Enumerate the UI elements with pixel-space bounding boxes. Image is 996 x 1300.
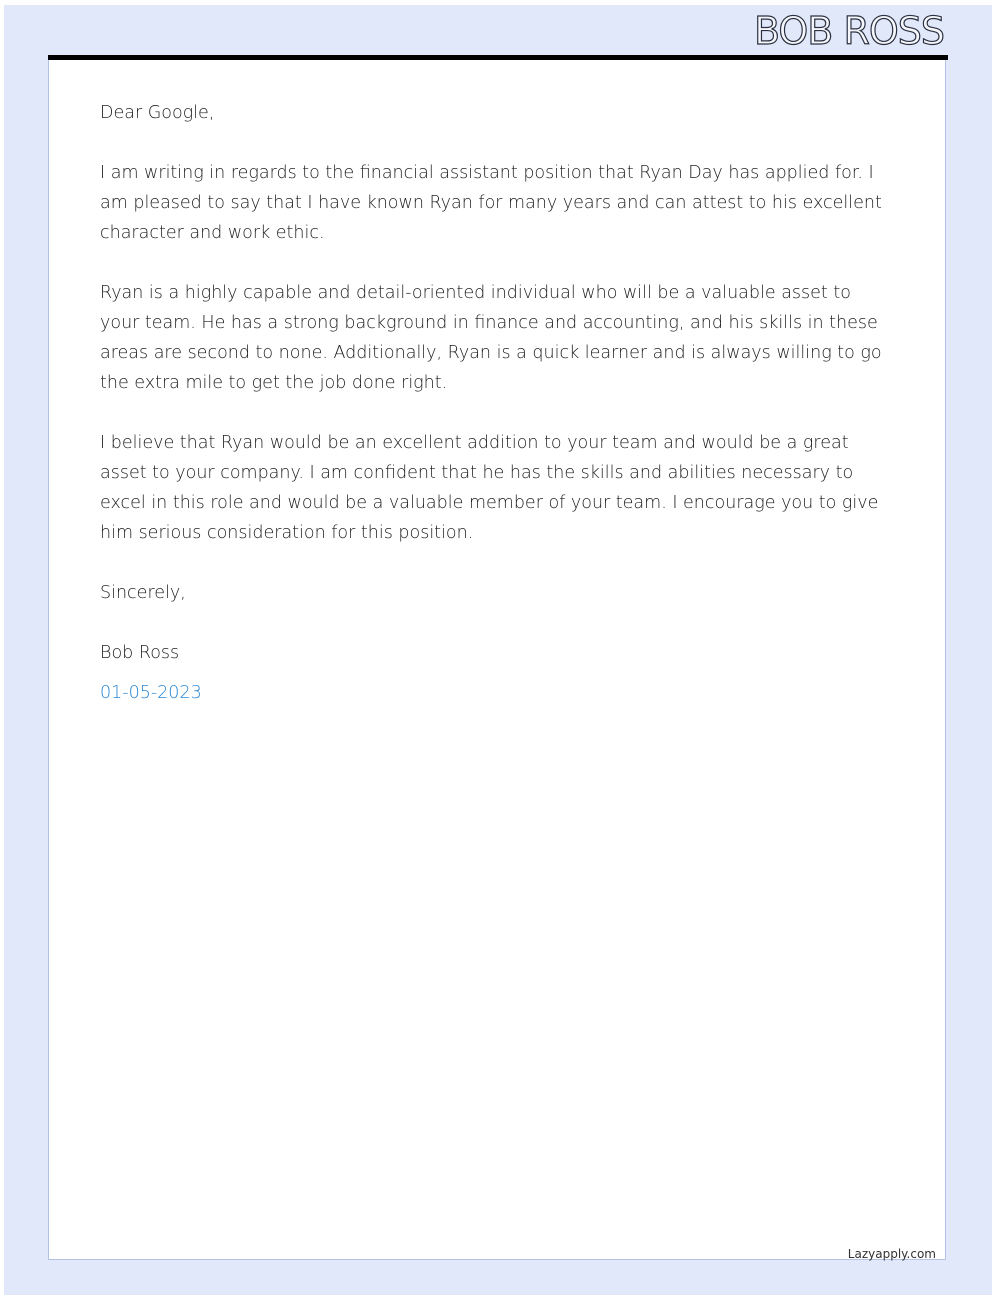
paragraph-1: I am writing in regards to the financial assistant position that Ryan Day has applied for. I am pleased to say that I have known Ryan for many years and can attest to his excellent character and work ethic. xyxy=(100,163,882,243)
signature: Bob Ross xyxy=(100,643,180,663)
paragraph-3: I believe that Ryan would be an excellent addition to your team and would be a great asset to your company. I am confident that he has the skills and abilities necessary to excel in this role and would be a valuable member of your team. I encourage you to give him serious consideration for this position. xyxy=(100,433,879,543)
letter-body xyxy=(100,98,890,708)
letter-date: 01-05-2023 xyxy=(100,683,202,703)
footer-brand: Lazyapply.com xyxy=(847,1247,936,1261)
salutation: Dear Google, xyxy=(100,103,215,123)
author-name-header: BOB ROSS xyxy=(753,9,944,53)
header-divider xyxy=(48,55,948,60)
closing: Sincerely, xyxy=(100,583,186,603)
paragraph-2: Ryan is a highly capable and detail-oriented individual who will be a valuable asset to your team. He has a strong background in finance and accounting, and his skills in these areas are second to none. Additionally, Ryan is a quick learner and is always willing to go the extra mile to get the job done right. xyxy=(100,283,882,393)
